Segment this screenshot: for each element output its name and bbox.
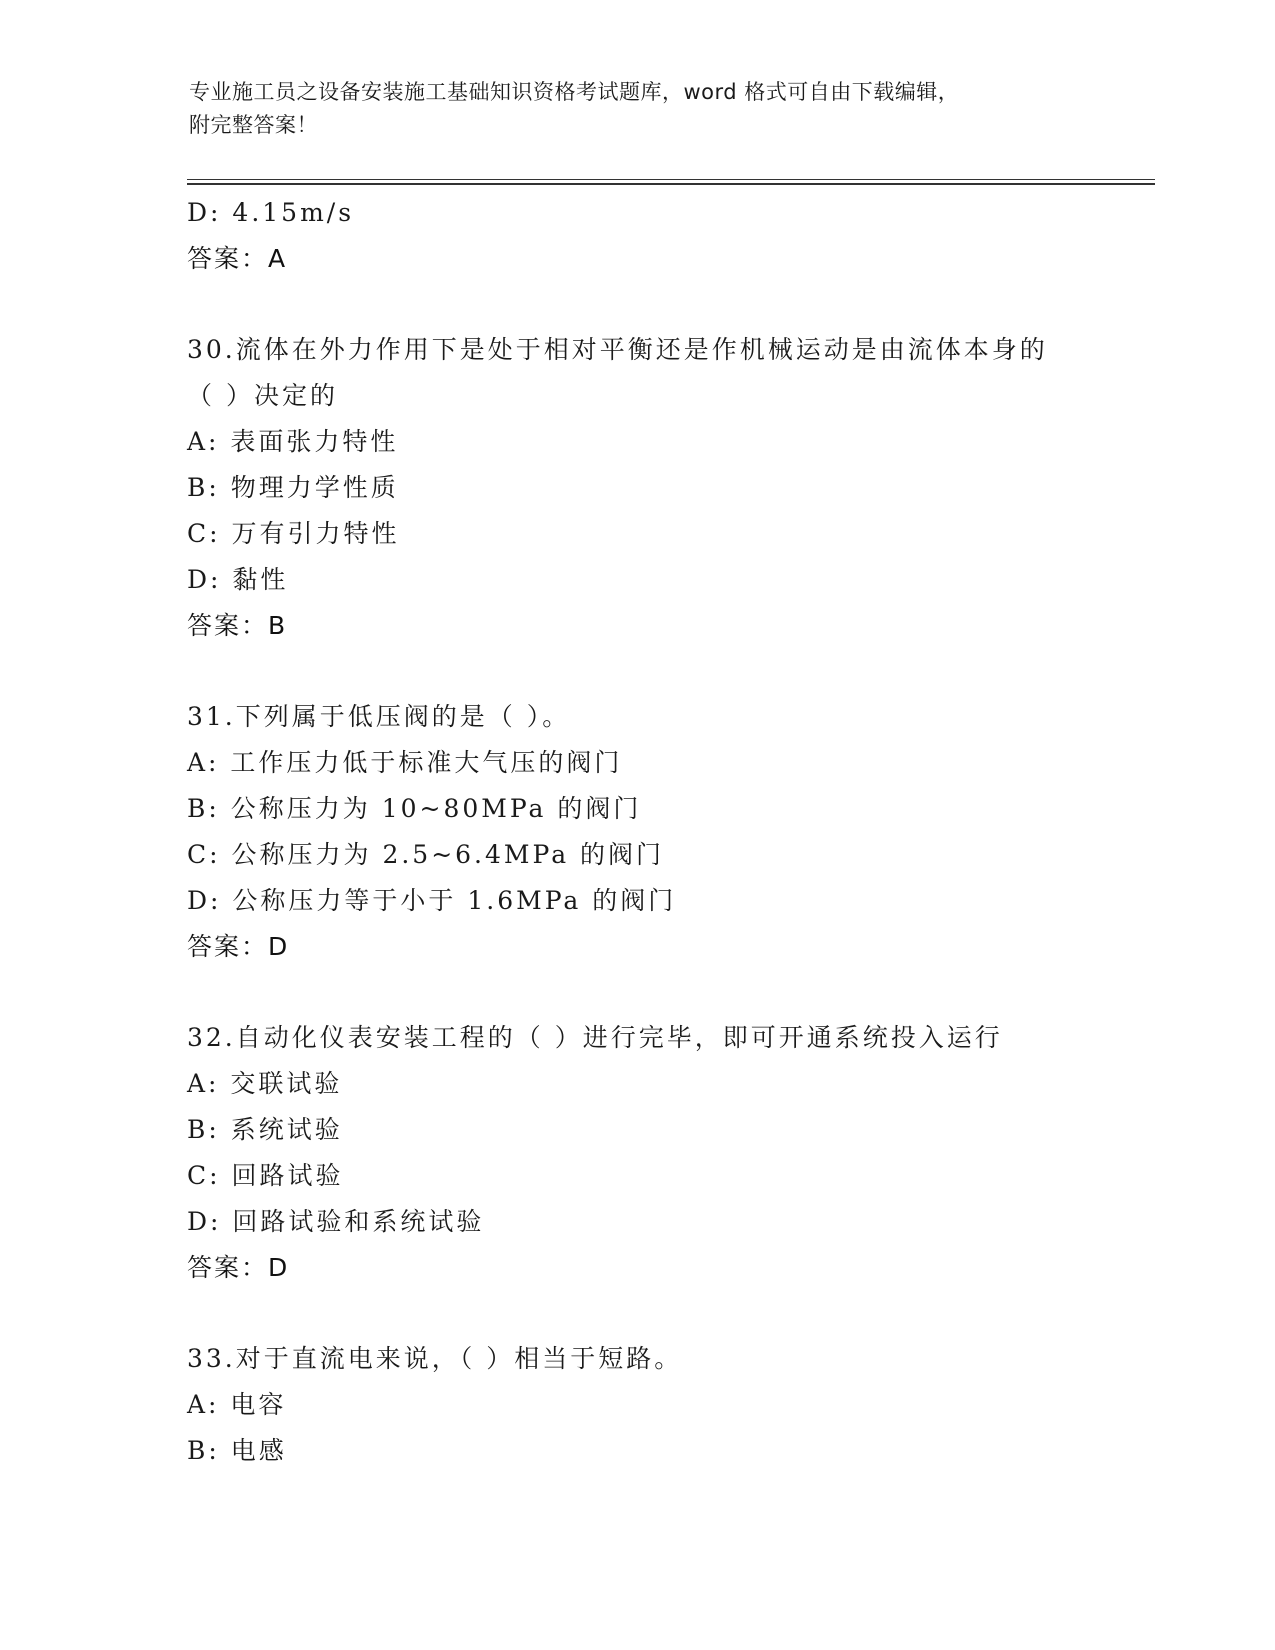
question-block-33 xyxy=(187,1336,1147,1474)
answer-line: 答案：D xyxy=(187,1253,290,1282)
answer-line: 答案：B xyxy=(187,611,288,640)
question-stem: 32.自动化仪表安装工程的（ ）进行完毕，即可开通系统投入运行 xyxy=(187,1023,1003,1052)
option-a: A: 工作压力低于标准大气压的阀门 xyxy=(187,748,623,777)
option-d: D: 黏性 xyxy=(187,565,289,594)
option-d: D: 4.15m/s xyxy=(187,198,355,227)
question-list xyxy=(187,190,1147,1474)
option-a: A: 电容 xyxy=(187,1390,287,1419)
option-b: B: 公称压力为 10~80MPa 的阀门 xyxy=(187,794,642,823)
question-stem-continued: （ ）决定的 xyxy=(187,381,338,410)
option-d: D: 回路试验和系统试验 xyxy=(187,1207,485,1236)
option-d: D: 公称压力等于小于 1.6MPa 的阀门 xyxy=(187,886,677,915)
question-block-32 xyxy=(187,1015,1147,1291)
header-title-line-2: 附完整答案！ xyxy=(189,113,318,137)
option-a: A: 表面张力特性 xyxy=(187,427,399,456)
question-stem: 30.流体在外力作用下是处于相对平衡还是作机械运动是由流体本身的 xyxy=(187,335,1048,364)
option-b: B: 物理力学性质 xyxy=(187,473,399,502)
page-header xyxy=(189,76,1089,142)
option-b: B: 电感 xyxy=(187,1436,287,1465)
header-divider-thick xyxy=(187,183,1155,185)
question-block-30 xyxy=(187,327,1147,649)
option-a: A: 交联试验 xyxy=(187,1069,343,1098)
question-stem: 33.对于直流电来说，（ ）相当于短路。 xyxy=(187,1344,683,1373)
spacer xyxy=(187,970,1147,1015)
header-divider-thin xyxy=(187,179,1155,180)
header-title-line-1: 专业施工员之设备安装施工基础知识资格考试题库，word 格式可自由下载编辑， xyxy=(189,80,960,104)
option-b: B: 系统试验 xyxy=(187,1115,343,1144)
option-c: C: 万有引力特性 xyxy=(187,519,400,548)
option-c: C: 公称压力为 2.5~6.4MPa 的阀门 xyxy=(187,840,665,869)
spacer xyxy=(187,1291,1147,1336)
spacer xyxy=(187,282,1147,327)
spacer xyxy=(187,649,1147,694)
answer-line: 答案：A xyxy=(187,244,288,273)
option-c: C: 回路试验 xyxy=(187,1161,344,1190)
question-block-31 xyxy=(187,694,1147,970)
question-block-prev xyxy=(187,190,1147,282)
question-stem: 31.下列属于低压阀的是（ ）。 xyxy=(187,702,571,731)
answer-line: 答案：D xyxy=(187,932,290,961)
